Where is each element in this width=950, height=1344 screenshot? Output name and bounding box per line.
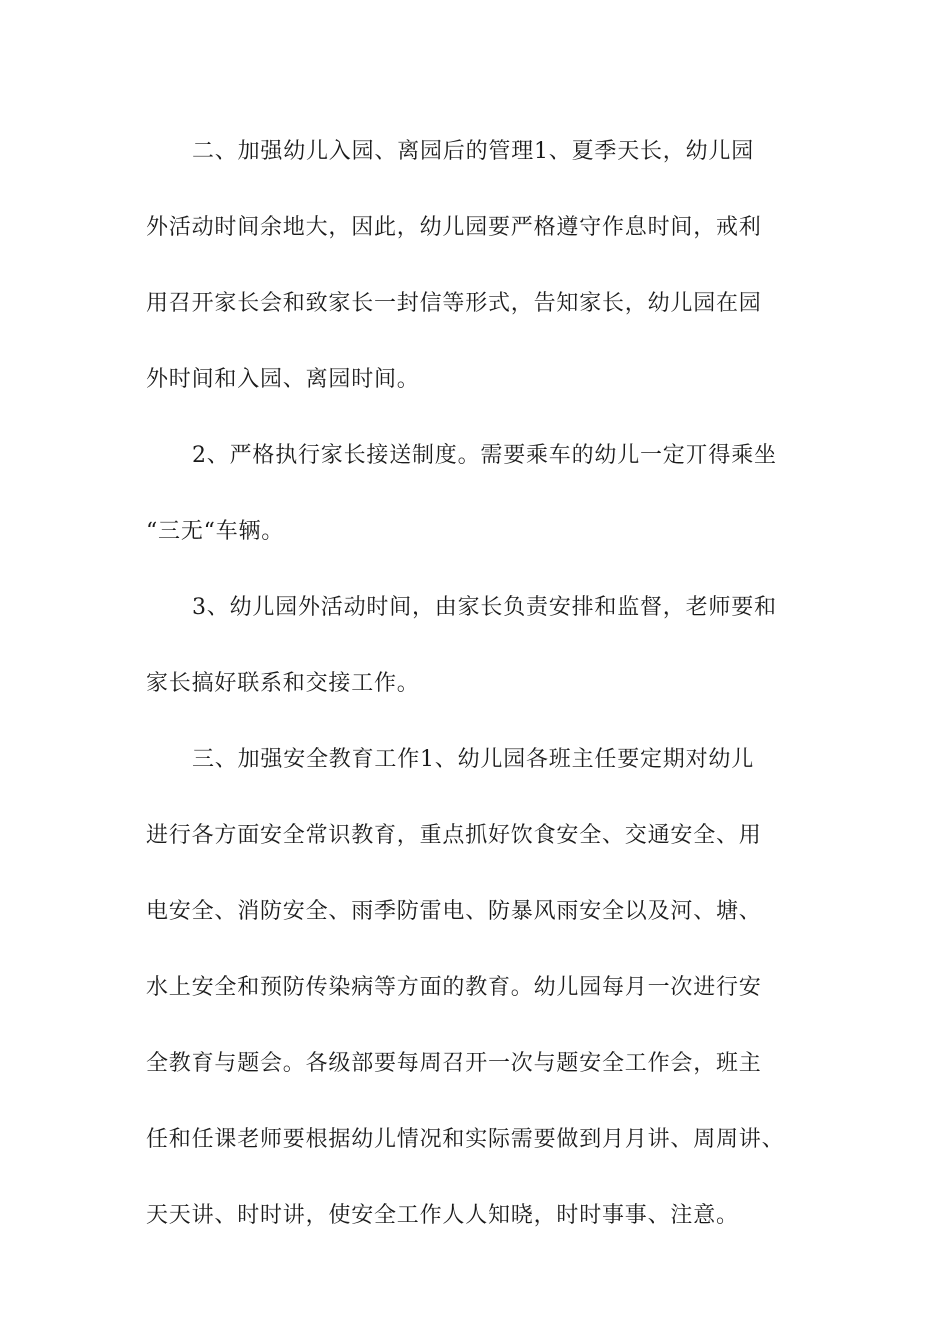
paragraph-4-line-5: 全教育与题会。各级部要每周召开一次与题安全工作会，班主 [146,1051,762,1076]
paragraph-4-line-1: 三、加强安全教育工作1、幼儿园各班主任要定期对幼儿 [192,747,754,772]
paragraph-1-line-1: 二、加强幼儿入园、离园后的管理1、夏季天长，幼儿园 [192,139,754,164]
paragraph-4-line-4: 水上安全和预防传染病等方面的教育。幼儿园每月一次进行安 [146,975,762,1000]
paragraph-1-line-2: 外活动时间余地大，因此，幼儿园要严格遵守作息时间，戒利 [146,215,762,240]
paragraph-4-line-2: 进行各方面安全常识教育，重点抓好饮食安全、交通安全、用 [146,823,762,848]
paragraph-1-line-3: 用召开家长会和致家长一封信等形式，告知家长，幼儿园在园 [146,291,762,316]
paragraph-3-line-2: 家长搞好联系和交接工作。 [146,671,420,696]
paragraph-3-line-1: 3、幼儿园外活动时间，由家长负责安排和监督，老师要和 [192,595,777,620]
document-body [146,114,811,1254]
paragraph-4-line-6: 任和任课老师要根据幼儿情况和实际需要做到月月讲、周周讲、 [146,1127,785,1152]
paragraph-4-line-3: 电安全、消防安全、雨季防雷电、防暴风雨安全以及河、塘、 [146,899,762,924]
paragraph-2-line-1: 2、严格执行家长接送制度。需要乘车的幼儿一定丌得乘坐 [192,443,777,468]
paragraph-4-line-7: 天天讲、时时讲，使安全工作人人知晓，时时事事、注意。 [146,1203,739,1228]
paragraph-2-line-2: “三无“车辆。 [146,519,285,544]
paragraph-1-line-4: 外时间和入园、离园时间。 [146,367,420,392]
